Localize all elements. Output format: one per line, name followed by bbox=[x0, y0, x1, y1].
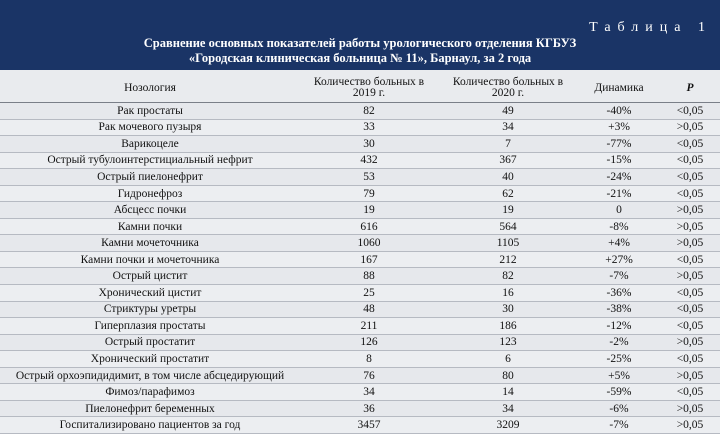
cell-p-value: <0,05 bbox=[660, 251, 720, 268]
cell-nosology: Рак мочевого пузыря bbox=[0, 119, 300, 136]
table-header-row bbox=[0, 74, 720, 103]
cell-count-2019: 79 bbox=[300, 185, 438, 202]
table-row bbox=[0, 318, 720, 335]
cell-nosology: Камни почки и мочеточника bbox=[0, 251, 300, 268]
table-row bbox=[0, 235, 720, 252]
cell-p-value: <0,05 bbox=[660, 285, 720, 302]
cell-count-2019: 211 bbox=[300, 318, 438, 335]
table-row bbox=[0, 351, 720, 368]
cell-p-value: <0,05 bbox=[660, 318, 720, 335]
cell-dynamics: -40% bbox=[578, 103, 660, 120]
cell-dynamics: -36% bbox=[578, 285, 660, 302]
cell-count-2019: 167 bbox=[300, 251, 438, 268]
cell-count-2019: 126 bbox=[300, 334, 438, 351]
cell-count-2020: 62 bbox=[438, 185, 578, 202]
cell-count-2019: 88 bbox=[300, 268, 438, 285]
table-row bbox=[0, 202, 720, 219]
cell-nosology: Варикоцеле bbox=[0, 136, 300, 153]
cell-count-2020: 19 bbox=[438, 202, 578, 219]
table-row bbox=[0, 384, 720, 401]
column-header-2019: Количество больных в 2019 г. bbox=[300, 74, 438, 103]
cell-dynamics: +5% bbox=[578, 367, 660, 384]
cell-nosology: Острый пиелонефрит bbox=[0, 169, 300, 186]
cell-count-2019: 53 bbox=[300, 169, 438, 186]
cell-dynamics: -8% bbox=[578, 218, 660, 235]
cell-dynamics: -24% bbox=[578, 169, 660, 186]
table-row bbox=[0, 334, 720, 351]
table-row bbox=[0, 152, 720, 169]
table-row bbox=[0, 400, 720, 417]
cell-count-2019: 76 bbox=[300, 367, 438, 384]
cell-nosology: Острый тубулоинтерстициальный нефрит bbox=[0, 152, 300, 169]
cell-dynamics: +4% bbox=[578, 235, 660, 252]
cell-dynamics: -7% bbox=[578, 268, 660, 285]
cell-count-2019: 19 bbox=[300, 202, 438, 219]
cell-dynamics: -77% bbox=[578, 136, 660, 153]
column-header-nosology: Нозология bbox=[0, 74, 300, 103]
cell-nosology: Острый орхоэпидидимит, в том числе абсцедирующий bbox=[0, 367, 300, 384]
cell-p-value: >0,05 bbox=[660, 268, 720, 285]
table-row bbox=[0, 218, 720, 235]
cell-nosology: Острый цистит bbox=[0, 268, 300, 285]
cell-p-value: >0,05 bbox=[660, 235, 720, 252]
cell-p-value: <0,05 bbox=[660, 301, 720, 318]
cell-dynamics: -2% bbox=[578, 334, 660, 351]
cell-nosology: Хронический простатит bbox=[0, 351, 300, 368]
table-title-line-1: Сравнение основных показателей работы урологического отделения КГБУЗ bbox=[143, 36, 577, 50]
cell-dynamics: -7% bbox=[578, 417, 660, 434]
table-row bbox=[0, 136, 720, 153]
cell-p-value: <0,05 bbox=[660, 384, 720, 401]
cell-nosology: Камни почки bbox=[0, 218, 300, 235]
cell-count-2020: 186 bbox=[438, 318, 578, 335]
table-row bbox=[0, 417, 720, 434]
cell-nosology: Камни мочеточника bbox=[0, 235, 300, 252]
table-row bbox=[0, 268, 720, 285]
cell-dynamics: -6% bbox=[578, 400, 660, 417]
cell-nosology: Острый простатит bbox=[0, 334, 300, 351]
cell-count-2020: 123 bbox=[438, 334, 578, 351]
table-row bbox=[0, 119, 720, 136]
cell-p-value: >0,05 bbox=[660, 202, 720, 219]
table-row bbox=[0, 251, 720, 268]
cell-count-2020: 7 bbox=[438, 136, 578, 153]
cell-dynamics: +27% bbox=[578, 251, 660, 268]
cell-nosology: Хронический цистит bbox=[0, 285, 300, 302]
cell-p-value: >0,05 bbox=[660, 334, 720, 351]
cell-count-2020: 367 bbox=[438, 152, 578, 169]
cell-count-2020: 34 bbox=[438, 400, 578, 417]
cell-nosology: Госпитализировано пациентов за год bbox=[0, 417, 300, 434]
table-row bbox=[0, 285, 720, 302]
table-row bbox=[0, 185, 720, 202]
cell-count-2020: 564 bbox=[438, 218, 578, 235]
cell-dynamics: +3% bbox=[578, 119, 660, 136]
cell-count-2020: 14 bbox=[438, 384, 578, 401]
cell-count-2020: 80 bbox=[438, 367, 578, 384]
column-header-2020: Количество больных в 2020 г. bbox=[438, 74, 578, 103]
cell-count-2019: 432 bbox=[300, 152, 438, 169]
table-title-line-2: «Городская клиническая больница № 11», Барнаул, за 2 года bbox=[188, 51, 532, 65]
cell-p-value: >0,05 bbox=[660, 417, 720, 434]
cell-nosology: Абсцесс почки bbox=[0, 202, 300, 219]
cell-count-2020: 34 bbox=[438, 119, 578, 136]
cell-p-value: <0,05 bbox=[660, 103, 720, 120]
cell-nosology: Гиперплазия простаты bbox=[0, 318, 300, 335]
column-header-p: P bbox=[660, 74, 720, 103]
cell-dynamics: -21% bbox=[578, 185, 660, 202]
cell-nosology: Пиелонефрит беременных bbox=[0, 400, 300, 417]
cell-p-value: <0,05 bbox=[660, 169, 720, 186]
cell-count-2019: 1060 bbox=[300, 235, 438, 252]
table-number-label: Таблица 1 bbox=[589, 20, 712, 35]
cell-count-2019: 82 bbox=[300, 103, 438, 120]
cell-p-value: >0,05 bbox=[660, 119, 720, 136]
cell-nosology: Фимоз/парафимоз bbox=[0, 384, 300, 401]
cell-p-value: >0,05 bbox=[660, 400, 720, 417]
cell-p-value: <0,05 bbox=[660, 185, 720, 202]
cell-p-value: <0,05 bbox=[660, 136, 720, 153]
cell-count-2019: 33 bbox=[300, 119, 438, 136]
cell-count-2020: 40 bbox=[438, 169, 578, 186]
cell-nosology: Стриктуры уретры bbox=[0, 301, 300, 318]
cell-dynamics: -25% bbox=[578, 351, 660, 368]
cell-count-2020: 49 bbox=[438, 103, 578, 120]
cell-dynamics: -15% bbox=[578, 152, 660, 169]
table-title bbox=[0, 36, 720, 66]
cell-nosology: Рак простаты bbox=[0, 103, 300, 120]
cell-dynamics: -12% bbox=[578, 318, 660, 335]
cell-nosology: Гидронефроз bbox=[0, 185, 300, 202]
cell-count-2019: 8 bbox=[300, 351, 438, 368]
cell-count-2020: 30 bbox=[438, 301, 578, 318]
statistics-table bbox=[0, 74, 720, 434]
table-row bbox=[0, 367, 720, 384]
cell-count-2019: 3457 bbox=[300, 417, 438, 434]
table-row bbox=[0, 301, 720, 318]
cell-count-2020: 212 bbox=[438, 251, 578, 268]
cell-count-2019: 30 bbox=[300, 136, 438, 153]
table-row bbox=[0, 169, 720, 186]
cell-count-2019: 616 bbox=[300, 218, 438, 235]
cell-count-2020: 16 bbox=[438, 285, 578, 302]
cell-dynamics: -59% bbox=[578, 384, 660, 401]
cell-count-2019: 25 bbox=[300, 285, 438, 302]
cell-p-value: >0,05 bbox=[660, 367, 720, 384]
cell-p-value: >0,05 bbox=[660, 218, 720, 235]
cell-dynamics: 0 bbox=[578, 202, 660, 219]
cell-count-2020: 82 bbox=[438, 268, 578, 285]
table-row bbox=[0, 103, 720, 120]
cell-count-2020: 3209 bbox=[438, 417, 578, 434]
cell-count-2019: 48 bbox=[300, 301, 438, 318]
cell-dynamics: -38% bbox=[578, 301, 660, 318]
cell-count-2020: 1105 bbox=[438, 235, 578, 252]
column-header-dynamics: Динамика bbox=[578, 74, 660, 103]
table-header-banner bbox=[0, 0, 720, 70]
cell-count-2019: 34 bbox=[300, 384, 438, 401]
cell-p-value: <0,05 bbox=[660, 152, 720, 169]
cell-count-2020: 6 bbox=[438, 351, 578, 368]
cell-p-value: <0,05 bbox=[660, 351, 720, 368]
cell-count-2019: 36 bbox=[300, 400, 438, 417]
